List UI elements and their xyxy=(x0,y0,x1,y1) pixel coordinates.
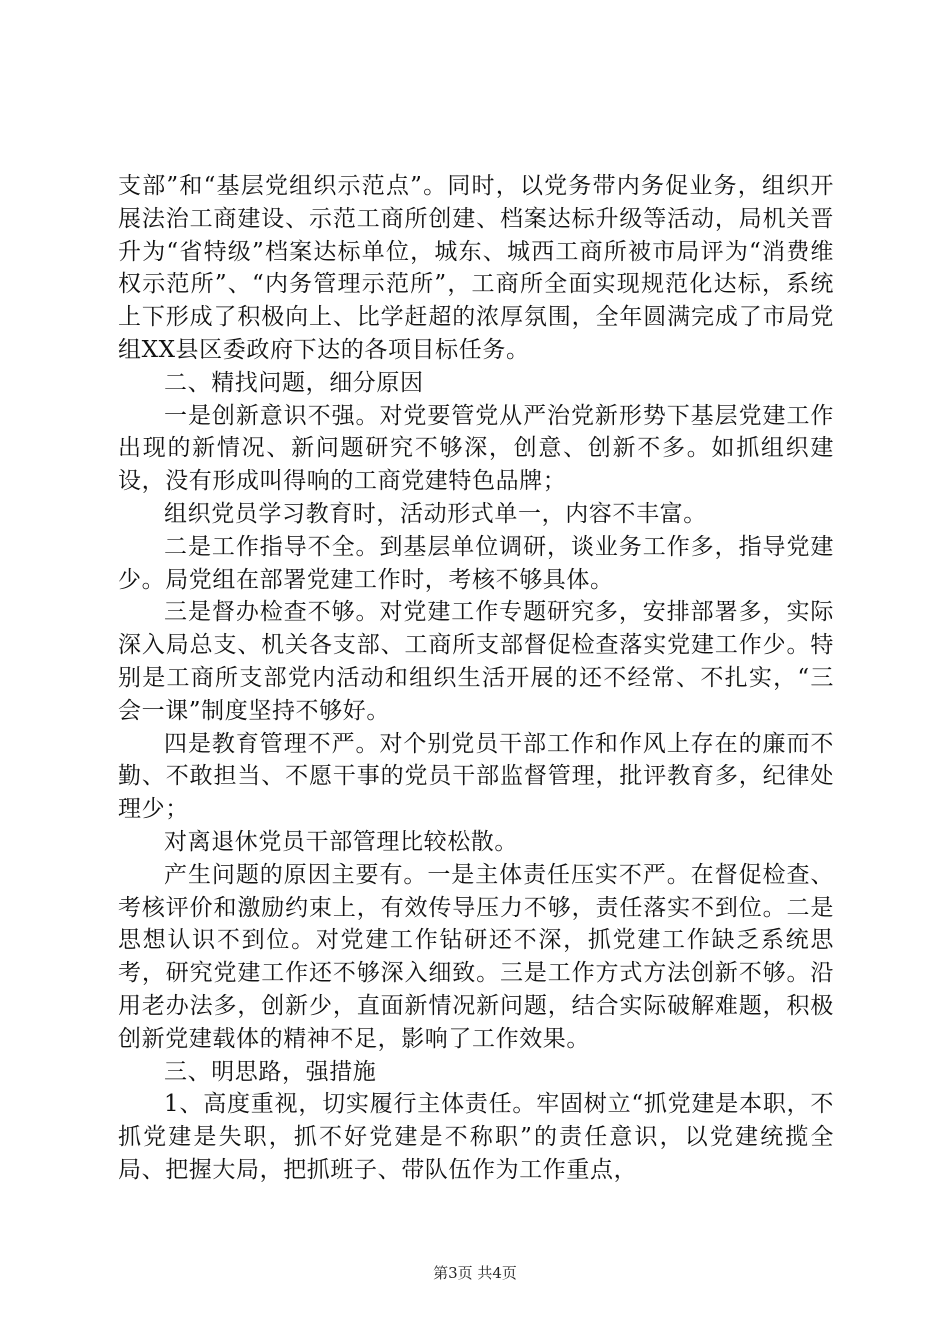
page-number-footer: 第3页 共4页 xyxy=(433,1264,517,1282)
paragraph: 1、高度重视，切实履行主体责任。牢固树立“抓党建是本职，不抓党建是失职，抓不好党建是不称职”的责任意识，以党建统揽全局、把握大局，把抓班子、带队伍作为工作重点， xyxy=(118,1091,834,1183)
paragraph: 产生问题的原因主要有。一是主体责任压实不严。在督促检查、考核评价和激励约束上，有效传导压力不够，责任落实不到位。二是思想认识不到位。对党建工作钻研还不深，抓党建工作缺乏系统思考，研究党建工作还不够深入细致。三是工作方式方法创新不够。沿用老办法多，创新少，直面新情况新问题，结合实际破解难题，积极创新党建载体的精神不足，影响了工作效果。 xyxy=(118,861,834,1052)
paragraph: 支部”和“基层党组织示范点”。同时，以党务带内务促业务，组织开展法治工商建设、示范工商所创建、档案达标升级等活动，局机关晋升为“省特级”档案达标单位，城东、城西工商所被市局评为“消费维权示范所”、“内务管理示范所”，工商所全面实现规范化达标，系统上下形成了积极向上、比学赶超的浓厚氛围，全年圆满完成了市局党组XX县区委政府下达的各项目标任务。 xyxy=(118,173,834,363)
paragraph: 一是创新意识不强。对党要管党从严治党新形势下基层党建工作出现的新情况、新问题研究不够深，创意、创新不多。如抓组织建设，没有形成叫得响的工商党建特色品牌； xyxy=(118,402,834,495)
section-heading: 三、明思路，强措施 xyxy=(164,1058,377,1085)
document-body xyxy=(118,170,834,1187)
paragraph: 二是工作指导不全。到基层单位调研，谈业务工作多，指导党建少。局党组在部署党建工作时，考核不够具体。 xyxy=(118,533,834,593)
paragraph: 四是教育管理不严。对个别党员干部工作和作风上存在的廉而不勤、不敢担当、不愿干事的党员干部监督管理，批评教育多，纪律处理少； xyxy=(118,730,834,823)
paragraph: 三是督办检查不够。对党建工作专题研究多，安排部署多，实际深入局总支、机关各支部、工商所支部督促检查落实党建工作少。特别是工商所支部党内活动和组织生活开展的还不经常、不扎实，“三会一课”制度坚持不够好。 xyxy=(118,599,834,724)
section-heading: 二、精找问题，细分原因 xyxy=(164,369,424,396)
paragraph: 组织党员学习教育时，活动形式单一，内容不丰富。 xyxy=(164,500,707,527)
paragraph: 对离退休党员干部管理比较松散。 xyxy=(164,828,518,855)
